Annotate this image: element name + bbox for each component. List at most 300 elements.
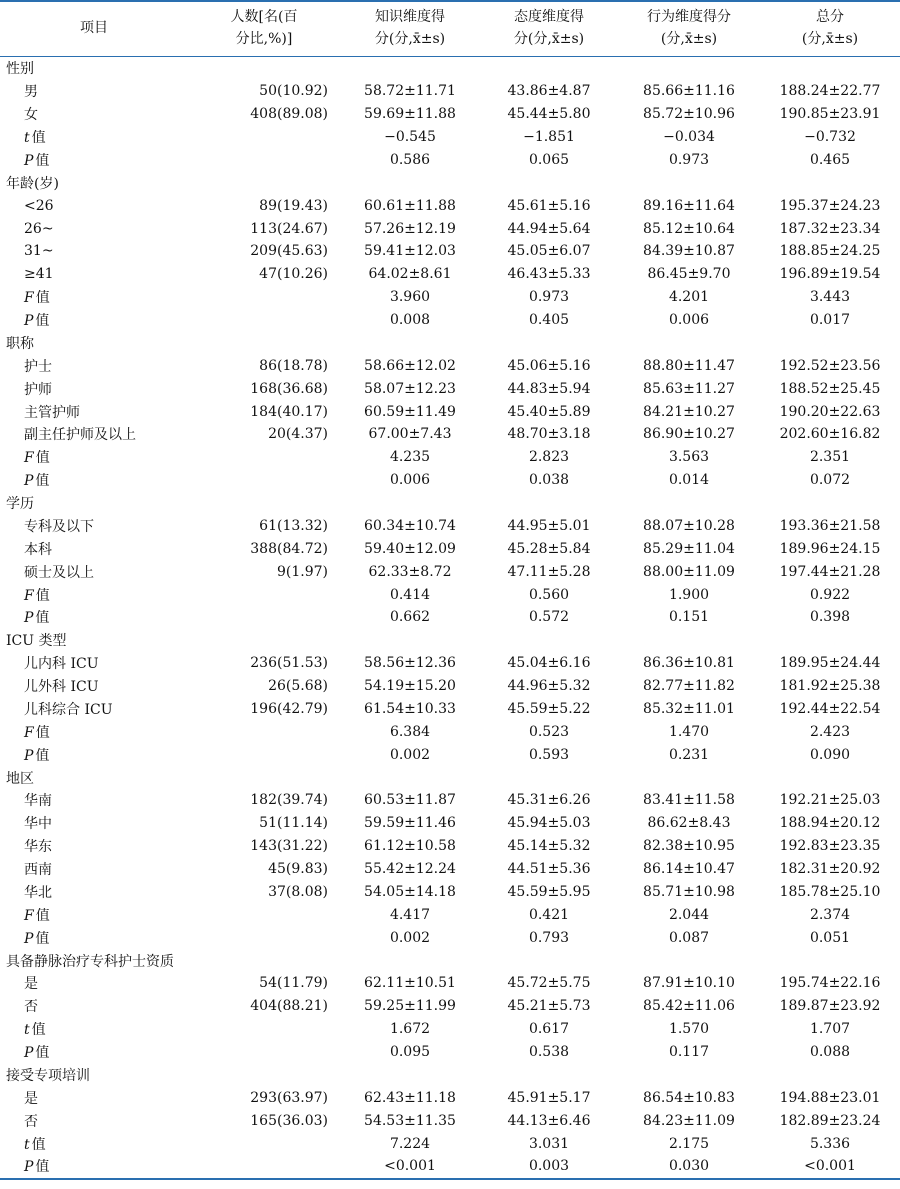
- row-label: [0, 446, 188, 469]
- count-cell: [188, 149, 340, 172]
- label-text: 值: [35, 907, 50, 924]
- label-text: 华南: [24, 793, 52, 810]
- count-cell: [188, 629, 340, 652]
- label-text: ICU 类型: [6, 633, 67, 650]
- knowledge-cell: 58.66±12.02: [364, 357, 456, 374]
- count-cell: [188, 469, 340, 492]
- stat-symbol: F: [24, 724, 34, 741]
- total-cell: 188.94±20.12: [779, 815, 881, 832]
- total-cell: 188.85±24.25: [779, 243, 881, 260]
- attitude-cell: 45.72±5.75: [507, 975, 591, 992]
- table-group-row: [0, 629, 900, 652]
- row-label: [0, 537, 188, 560]
- label-text: 学历: [6, 496, 34, 513]
- count-cell: 26(5.68): [268, 678, 328, 695]
- knowledge-cell: 0.008: [389, 312, 431, 329]
- label-text: ≥41: [24, 266, 54, 283]
- attitude-cell: [480, 171, 618, 194]
- table-group-row: [0, 57, 900, 80]
- table-stat-row: [0, 1041, 900, 1064]
- attitude-cell: 46.43±5.33: [507, 266, 591, 283]
- behavior-cell: 88.07±10.28: [643, 517, 735, 534]
- row-label: [0, 377, 188, 400]
- behavior-cell: 85.71±10.98: [643, 883, 735, 900]
- attitude-cell: 45.59±5.22: [507, 700, 591, 717]
- knowledge-cell: 61.54±10.33: [364, 700, 456, 717]
- count-cell: 196(42.79): [250, 700, 328, 717]
- knowledge-cell: 7.224: [389, 1135, 431, 1152]
- total-cell: [760, 171, 900, 194]
- behavior-cell: 86.54±10.83: [643, 1089, 735, 1106]
- row-label: [0, 263, 188, 286]
- total-cell: 192.44±22.54: [779, 700, 881, 717]
- behavior-cell: 2.044: [668, 906, 710, 923]
- label-text: 值: [35, 473, 50, 490]
- header-item: 项目: [0, 1, 188, 57]
- label-text: 具备静脉治疗专科护士资质: [6, 953, 174, 970]
- behavior-cell: 85.72±10.96: [643, 106, 735, 123]
- table-stat-row: [0, 286, 900, 309]
- behavior-cell: 86.36±10.81: [643, 655, 735, 672]
- behavior-cell: 82.77±11.82: [643, 678, 735, 695]
- count-cell: 37(8.08): [268, 883, 328, 900]
- total-cell: 5.336: [809, 1135, 851, 1152]
- group-label: [0, 492, 188, 515]
- table-row: [0, 423, 900, 446]
- behavior-cell: 0.117: [668, 1044, 710, 1061]
- label-text: 否: [24, 999, 38, 1016]
- label-text: 儿内科 ICU: [24, 656, 99, 673]
- row-label: [0, 423, 188, 446]
- knowledge-cell: 58.07±12.23: [364, 380, 456, 397]
- table-stat-row: [0, 1132, 900, 1155]
- group-label: [0, 949, 188, 972]
- table-row: [0, 354, 900, 377]
- label-text: <26: [24, 197, 54, 214]
- row-label: [0, 286, 188, 309]
- attitude-cell: 44.96±5.32: [507, 678, 591, 695]
- table-row: [0, 652, 900, 675]
- count-cell: [188, 583, 340, 606]
- behavior-cell: [618, 949, 760, 972]
- count-cell: [188, 332, 340, 355]
- row-label: [0, 743, 188, 766]
- knowledge-cell: 62.11±10.51: [364, 975, 456, 992]
- label-text: 值: [35, 152, 50, 169]
- table-row: [0, 1086, 900, 1109]
- count-cell: 143(31.22): [250, 838, 328, 855]
- knowledge-cell: 0.002: [389, 929, 431, 946]
- label-text: 华东: [24, 839, 52, 856]
- attitude-cell: 44.95±5.01: [507, 517, 591, 534]
- behavior-cell: 87.91±10.10: [643, 975, 735, 992]
- behavior-cell: [618, 171, 760, 194]
- knowledge-cell: 59.25±11.99: [364, 998, 456, 1015]
- total-cell: 195.37±24.23: [779, 197, 881, 214]
- table-row: [0, 194, 900, 217]
- stat-symbol: P: [24, 313, 34, 330]
- table-row: [0, 263, 900, 286]
- label-text: 值: [35, 1045, 50, 1062]
- count-cell: 47(10.26): [259, 266, 328, 283]
- count-cell: [188, 1132, 340, 1155]
- total-cell: −0.732: [804, 129, 856, 146]
- label-text: 性别: [6, 61, 34, 78]
- count-cell: [188, 171, 340, 194]
- row-label: [0, 1086, 188, 1109]
- table-row: [0, 217, 900, 240]
- knowledge-cell: 0.095: [389, 1044, 431, 1061]
- behavior-cell: [618, 629, 760, 652]
- count-cell: [188, 949, 340, 972]
- behavior-cell: [618, 492, 760, 515]
- label-text: 值: [31, 1022, 46, 1039]
- header-behavior: 行为维度得分 (分,x̄±s): [618, 1, 760, 57]
- table-stat-row: [0, 606, 900, 629]
- attitude-cell: 45.14±5.32: [507, 838, 591, 855]
- table-group-row: [0, 171, 900, 194]
- attitude-cell: 0.523: [528, 723, 570, 740]
- behavior-cell: 84.23±11.09: [643, 1112, 735, 1129]
- attitude-cell: 44.51±5.36: [507, 861, 591, 878]
- total-cell: 197.44±21.28: [779, 563, 881, 580]
- row-label: [0, 1155, 188, 1179]
- group-label: [0, 332, 188, 355]
- attitude-cell: [480, 1064, 618, 1087]
- count-cell: 182(39.74): [250, 792, 328, 809]
- label-text: 31~: [24, 243, 54, 260]
- behavior-cell: 85.29±11.04: [643, 540, 735, 557]
- behavior-cell: 0.087: [668, 929, 710, 946]
- behavior-cell: 3.563: [668, 449, 710, 466]
- attitude-cell: [480, 492, 618, 515]
- count-cell: [188, 492, 340, 515]
- table-stat-row: [0, 903, 900, 926]
- row-label: [0, 881, 188, 904]
- total-cell: 0.922: [809, 586, 851, 603]
- header-count: 人数[名(百 分比,%)]: [188, 1, 340, 57]
- attitude-cell: 45.28±5.84: [507, 540, 591, 557]
- stat-symbol: F: [24, 450, 34, 467]
- knowledge-cell: 0.414: [389, 586, 431, 603]
- group-label: [0, 57, 188, 80]
- row-label: [0, 903, 188, 926]
- table-row: [0, 560, 900, 583]
- row-label: [0, 126, 188, 149]
- total-cell: 0.088: [809, 1044, 851, 1061]
- behavior-cell: 82.38±10.95: [643, 838, 735, 855]
- label-text: 值: [35, 1159, 50, 1176]
- label-text: 护士: [24, 358, 52, 375]
- row-label: [0, 972, 188, 995]
- row-label: [0, 1018, 188, 1041]
- attitude-cell: 0.560: [528, 586, 570, 603]
- table-stat-row: [0, 309, 900, 332]
- total-cell: [760, 492, 900, 515]
- label-text: 26~: [24, 220, 54, 237]
- count-cell: 51(11.14): [259, 815, 328, 832]
- total-cell: 194.88±23.01: [779, 1089, 881, 1106]
- total-cell: 196.89±19.54: [779, 266, 881, 283]
- attitude-cell: 0.065: [528, 151, 570, 168]
- knowledge-cell: 59.69±11.88: [364, 106, 456, 123]
- total-cell: 2.351: [809, 449, 851, 466]
- header-total: 总分 (分,x̄±s): [760, 1, 900, 57]
- knowledge-cell: <0.001: [340, 1155, 480, 1179]
- table-row: [0, 698, 900, 721]
- total-cell: 185.78±25.10: [779, 883, 881, 900]
- count-cell: 388(84.72): [250, 540, 328, 557]
- table-stat-row: [0, 126, 900, 149]
- table-group-row: [0, 492, 900, 515]
- knowledge-cell: 60.53±11.87: [364, 792, 456, 809]
- attitude-cell: 3.031: [528, 1135, 570, 1152]
- attitude-cell: 0.405: [528, 312, 570, 329]
- count-cell: [188, 743, 340, 766]
- attitude-cell: 0.793: [528, 929, 570, 946]
- behavior-cell: 89.16±11.64: [643, 197, 735, 214]
- knowledge-cell: 59.41±12.03: [364, 243, 456, 260]
- knowledge-cell: 64.02±8.61: [368, 266, 452, 283]
- label-text: 值: [35, 930, 50, 947]
- total-cell: [760, 1064, 900, 1087]
- table-row: [0, 537, 900, 560]
- table-row: [0, 80, 900, 103]
- knowledge-cell: 59.40±12.09: [364, 540, 456, 557]
- table-row: [0, 400, 900, 423]
- total-cell: 202.60±16.82: [779, 426, 881, 443]
- count-cell: 89(19.43): [259, 197, 328, 214]
- label-text: 西南: [24, 862, 52, 879]
- stat-symbol: P: [24, 152, 34, 169]
- behavior-cell: 2.175: [668, 1135, 710, 1152]
- behavior-cell: 86.14±10.47: [643, 861, 735, 878]
- behavior-cell: 85.63±11.27: [643, 380, 735, 397]
- knowledge-cell: 62.43±11.18: [364, 1089, 456, 1106]
- row-label: [0, 652, 188, 675]
- total-cell: 0.465: [809, 151, 851, 168]
- total-cell: 182.31±20.92: [779, 861, 881, 878]
- knowledge-cell: 62.33±8.72: [368, 563, 452, 580]
- attitude-cell: 45.04±6.16: [507, 655, 591, 672]
- count-cell: 45(9.83): [268, 861, 328, 878]
- row-label: [0, 835, 188, 858]
- behavior-cell: 0.973: [668, 151, 710, 168]
- attitude-cell: −1.851: [523, 129, 575, 146]
- label-text: 值: [35, 450, 50, 467]
- total-cell: 190.20±22.63: [779, 403, 881, 420]
- behavior-cell: 85.42±11.06: [643, 998, 735, 1015]
- count-cell: 165(36.03): [250, 1112, 328, 1129]
- table-group-row: [0, 766, 900, 789]
- attitude-cell: 45.31±6.26: [507, 792, 591, 809]
- knowledge-cell: 6.384: [389, 723, 431, 740]
- table-row: [0, 377, 900, 400]
- count-cell: [188, 1041, 340, 1064]
- count-cell: [188, 309, 340, 332]
- attitude-cell: [480, 629, 618, 652]
- total-cell: [760, 766, 900, 789]
- stat-symbol: P: [24, 747, 34, 764]
- attitude-cell: 44.83±5.94: [507, 380, 591, 397]
- count-cell: 50(10.92): [259, 83, 328, 100]
- table-header: [0, 1, 900, 57]
- total-cell: 193.36±21.58: [779, 517, 881, 534]
- table-body: [0, 57, 900, 1179]
- table-row: [0, 995, 900, 1018]
- stat-symbol: t: [24, 1136, 30, 1153]
- attitude-cell: 0.538: [528, 1044, 570, 1061]
- table-stat-row: [0, 149, 900, 172]
- total-cell: 2.374: [809, 906, 851, 923]
- label-text: 是: [24, 976, 38, 993]
- behavior-cell: 85.66±11.16: [643, 83, 735, 100]
- stat-symbol: P: [24, 1045, 34, 1062]
- header-attitude: 态度维度得 分(分,x̄±s): [480, 1, 618, 57]
- knowledge-cell: 3.960: [389, 289, 431, 306]
- label-text: 值: [35, 724, 50, 741]
- count-cell: 61(13.32): [259, 517, 328, 534]
- label-text: 主管护师: [24, 404, 80, 421]
- total-cell: 182.89±23.24: [779, 1112, 881, 1129]
- total-cell: [760, 629, 900, 652]
- table-stat-row: [0, 469, 900, 492]
- behavior-cell: −0.034: [663, 129, 715, 146]
- total-cell: [760, 332, 900, 355]
- knowledge-cell: 60.59±11.49: [364, 403, 456, 420]
- count-cell: [188, 286, 340, 309]
- attitude-cell: 0.421: [528, 906, 570, 923]
- row-label: [0, 858, 188, 881]
- behavior-cell: 0.231: [668, 746, 710, 763]
- knowledge-cell: 67.00±7.43: [368, 426, 452, 443]
- total-cell: [760, 57, 900, 80]
- attitude-cell: 43.86±4.87: [507, 83, 591, 100]
- table-row: [0, 789, 900, 812]
- attitude-cell: 2.823: [528, 449, 570, 466]
- count-cell: [188, 446, 340, 469]
- knowledge-cell: 59.59±11.46: [364, 815, 456, 832]
- knowledge-cell: 54.19±15.20: [364, 678, 456, 695]
- table-stat-row: [0, 926, 900, 949]
- label-text: 男: [24, 84, 38, 101]
- row-label: [0, 515, 188, 538]
- behavior-cell: 84.21±10.27: [643, 403, 735, 420]
- total-cell: 188.52±25.45: [779, 380, 881, 397]
- label-text: 硕士及以上: [24, 564, 94, 581]
- attitude-cell: [480, 766, 618, 789]
- row-label: [0, 217, 188, 240]
- table-row: [0, 515, 900, 538]
- knowledge-cell: 1.672: [389, 1021, 431, 1038]
- knowledge-cell: 0.586: [389, 151, 431, 168]
- table-group-row: [0, 1064, 900, 1087]
- attitude-cell: 45.06±5.16: [507, 357, 591, 374]
- row-label: [0, 675, 188, 698]
- behavior-cell: 0.006: [668, 312, 710, 329]
- behavior-cell: [618, 1064, 760, 1087]
- group-label: [0, 1064, 188, 1087]
- total-cell: 0.090: [809, 746, 851, 763]
- table-stat-row: [0, 720, 900, 743]
- count-cell: [188, 57, 340, 80]
- behavior-cell: 0.030: [618, 1155, 760, 1179]
- total-cell: 0.017: [809, 312, 851, 329]
- count-cell: 54(11.79): [259, 975, 328, 992]
- behavior-cell: [618, 332, 760, 355]
- total-cell: 187.32±23.34: [779, 220, 881, 237]
- knowledge-cell: 60.34±10.74: [364, 517, 456, 534]
- knowledge-cell: [340, 171, 480, 194]
- label-text: 护师: [24, 381, 52, 398]
- group-label: [0, 766, 188, 789]
- stat-symbol: P: [24, 610, 34, 627]
- count-cell: [188, 1064, 340, 1087]
- total-cell: 3.443: [809, 289, 851, 306]
- total-cell: 190.85±23.91: [779, 106, 881, 123]
- row-label: [0, 149, 188, 172]
- behavior-cell: 84.39±10.87: [643, 243, 735, 260]
- total-cell: 188.24±22.77: [779, 83, 881, 100]
- table-row: [0, 881, 900, 904]
- count-cell: 404(88.21): [250, 998, 328, 1015]
- table-row: [0, 835, 900, 858]
- count-cell: [188, 1018, 340, 1041]
- label-text: 女: [24, 107, 38, 124]
- label-text: 是: [24, 1090, 38, 1107]
- row-label: [0, 606, 188, 629]
- label-text: 接受专项培训: [6, 1067, 90, 1084]
- behavior-cell: [618, 766, 760, 789]
- total-cell: 0.072: [809, 472, 851, 489]
- row-label: [0, 400, 188, 423]
- table-stat-row: [0, 446, 900, 469]
- table-row: [0, 812, 900, 835]
- count-cell: 86(18.78): [259, 357, 328, 374]
- header-knowledge: 知识维度得 分(分,x̄±s): [340, 1, 480, 57]
- table-stat-row: [0, 743, 900, 766]
- knowledge-cell: 55.42±12.24: [364, 861, 456, 878]
- table-stat-row: [0, 583, 900, 606]
- knowledge-cell: 0.662: [389, 609, 431, 626]
- total-cell: 189.95±24.44: [779, 655, 881, 672]
- label-text: 否: [24, 1113, 38, 1130]
- count-cell: [188, 926, 340, 949]
- count-cell: 20(4.37): [268, 426, 328, 443]
- knowledge-cell: [340, 492, 480, 515]
- attitude-cell: 45.05±6.07: [507, 243, 591, 260]
- count-cell: 209(45.63): [250, 243, 328, 260]
- label-text: 华中: [24, 816, 52, 833]
- knowledge-cell: 54.05±14.18: [364, 883, 456, 900]
- table-row: [0, 240, 900, 263]
- total-cell: [760, 949, 900, 972]
- behavior-cell: 85.12±10.64: [643, 220, 735, 237]
- row-label: [0, 583, 188, 606]
- label-text: 专科及以下: [24, 518, 94, 535]
- behavior-cell: 1.900: [668, 586, 710, 603]
- count-cell: [188, 126, 340, 149]
- label-text: 华北: [24, 884, 52, 901]
- attitude-cell: 44.13±6.46: [507, 1112, 591, 1129]
- total-cell: 189.96±24.15: [779, 540, 881, 557]
- attitude-cell: [480, 949, 618, 972]
- table-row: [0, 1109, 900, 1132]
- knowledge-cell: [340, 57, 480, 80]
- table-row: [0, 103, 900, 126]
- group-label: [0, 629, 188, 652]
- knowledge-cell: 4.417: [389, 906, 431, 923]
